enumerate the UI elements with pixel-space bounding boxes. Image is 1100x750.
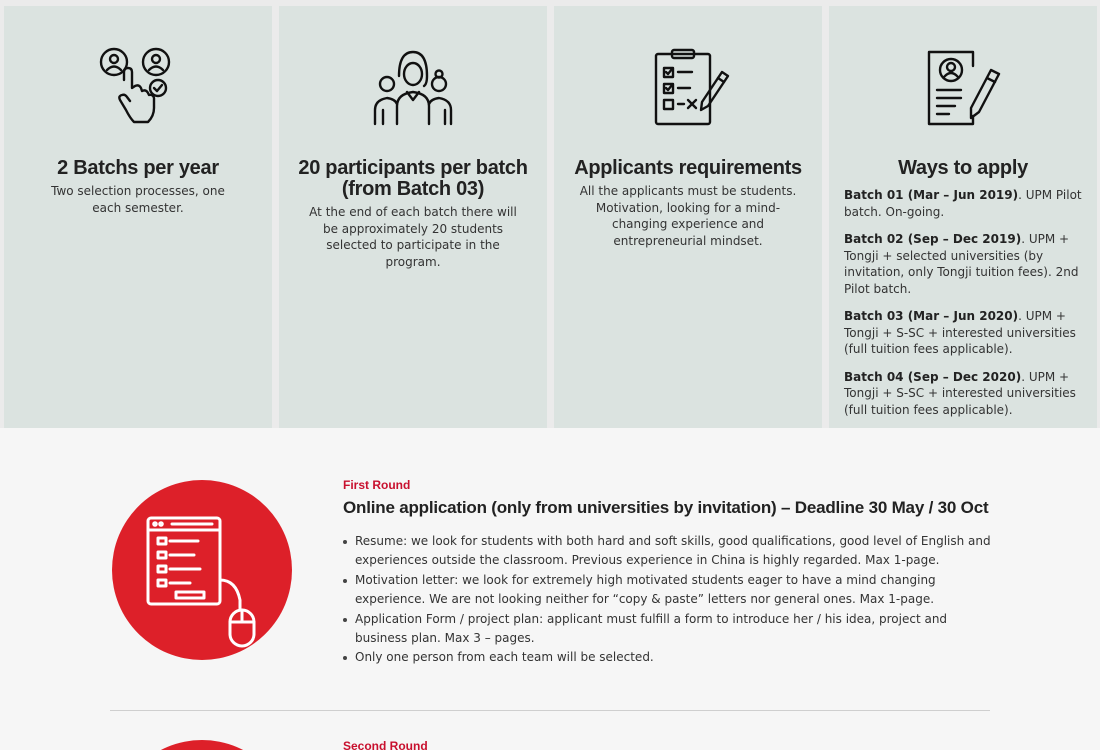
resume-pen-icon — [921, 46, 1005, 130]
second-round-badge — [112, 740, 292, 750]
card-ways-to-apply — [829, 6, 1097, 428]
group-people-icon — [371, 46, 455, 130]
card-batches — [4, 6, 272, 428]
participants-select-icon — [96, 46, 180, 130]
ways-list — [844, 187, 1085, 429]
way-item — [844, 308, 1085, 358]
list-item: Resume: we look for students with both hard and soft skills, good qualifications, good level of English and experiences outside the classroom. Previous experience in China is highly regarded. Max 1-page. — [355, 532, 995, 571]
way-text: . UPM Pilot batch. On-going. — [844, 188, 1082, 219]
way-text: . UPM + Tongji + S-SC + interested universities (full tuition fees applicable). — [844, 309, 1076, 356]
card-title: 2 Batchs per year — [57, 157, 219, 179]
way-item — [844, 187, 1085, 220]
card-title: 20 participants per batch (from Batch 03) — [298, 157, 528, 200]
list-item: Application Form / project plan: applicant must fulfill a form to introduce her / his idea, project and business plan. Max 3 – pages. — [355, 610, 995, 649]
way-label: Batch 03 (Mar – Jun 2020) — [844, 309, 1019, 323]
online-form-mouse-icon — [112, 480, 292, 660]
section-divider — [110, 710, 990, 711]
way-label: Batch 01 (Mar – Jun 2019) — [844, 188, 1019, 202]
way-text: . UPM + Tongji + selected universities (by invitation, only Tongji tuition fees). 2nd Pilot batch. — [844, 232, 1079, 296]
way-label: Batch 02 (Sep – Dec 2019) — [844, 232, 1022, 246]
list-item: Motivation letter: we look for extremely high motivated students eager to have a mind changing experience. We are not looking neither for “copy & paste” letters nor general ones. Max 1-page. — [355, 571, 995, 610]
second-round-label: Second Round — [343, 739, 428, 750]
first-round-label: First Round — [343, 478, 411, 492]
card-description: Two selection processes, one each semester. — [51, 184, 225, 215]
checklist-icon — [646, 46, 730, 130]
first-round-requirements — [355, 532, 995, 668]
first-round-badge — [112, 480, 292, 660]
card-participants — [279, 6, 547, 428]
rounds-section — [0, 428, 1100, 750]
way-item — [844, 369, 1085, 419]
way-item — [844, 231, 1085, 297]
card-description: All the applicants must be students. Motivation, looking for a mind-changing experience and entrepreneurial mindset. — [579, 184, 797, 248]
card-title: Ways to apply — [898, 157, 1028, 179]
card-description: At the end of each batch there will be approximately 20 students selected to participate in the program. — [309, 205, 517, 269]
first-round-title: Online application (only from universities by invitation) – Deadline 30 May / 30 Oct — [343, 498, 989, 517]
way-text: . UPM + Tongji + S-SC + interested universities (full tuition fees applicable). — [844, 369, 1076, 417]
list-item: Only one person from each team will be selected. — [355, 648, 995, 667]
card-title: Applicants requirements — [574, 157, 802, 179]
card-requirements — [554, 6, 822, 428]
way-label: Batch 04 (Sep – Dec 2020) — [844, 369, 1022, 384]
